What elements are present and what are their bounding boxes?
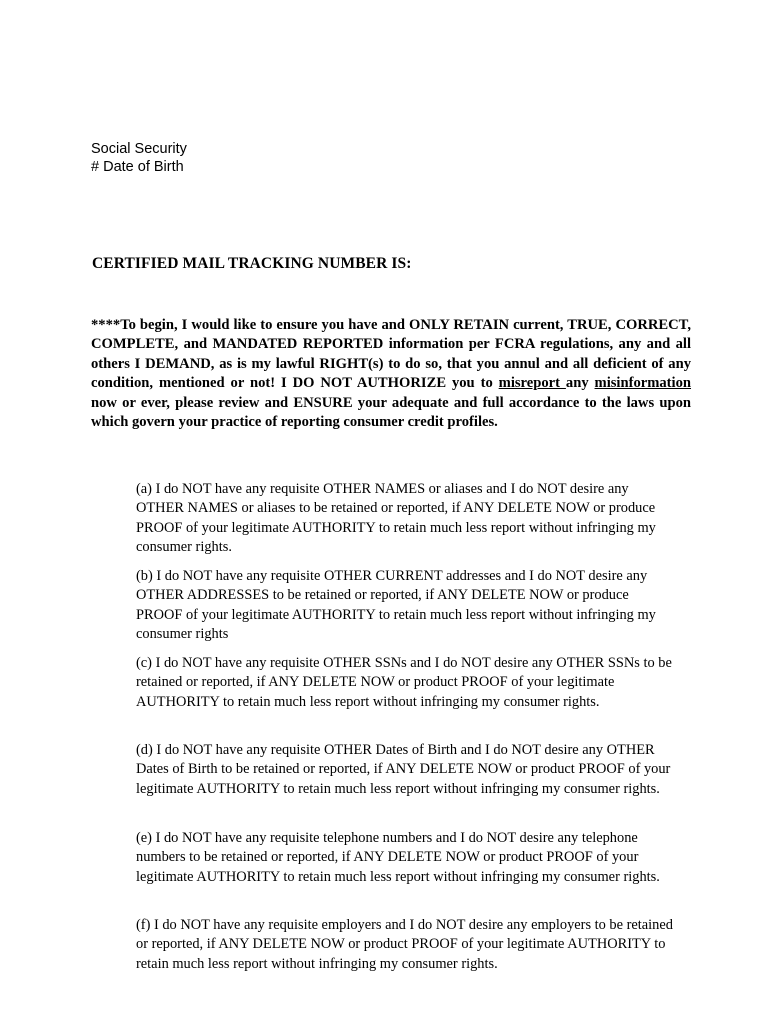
item-b: (b) I do NOT have any requisite OTHER CURRENT addresses and I do NOT desire any OTHER ADDRESSES to be retained or reported, if ANY DELETE NOW or produce PROOF of your legitimate AUTHORITY to retain much less report without infringing my consumer rights <box>136 568 656 643</box>
misinformation-underlined: misinformation <box>594 375 692 392</box>
item-f: (f) I do NOT have any requisite employers and I do NOT desire any employers to be retained or reported, if ANY DELETE NOW or product PROOF of your legitimate AUTHORITY to retain much less report without infringing my consumer rights. <box>136 917 673 972</box>
intro-text-1: ****To begin, I would like to ensure you have and ONLY RETAIN current, TRUE, CORRECT, COMPLETE, and MANDATED REPORTED information per FCRA regulations, any and all others I DEMAND, as is my lawful RIGHT(s) to do so, that you annul and all deficient of any condition, mentioned or not! I DO NOT AUTHORIZE you to <box>91 317 691 392</box>
item-a: (a) I do NOT have any requisite OTHER NAMES or aliases and I do NOT desire any OTHER NAMES or aliases to be retained or reported, if ANY DELETE NOW or produce PROOF of your legitimate AUTHORITY to retain much less report without infringing my consumer rights. <box>136 481 656 556</box>
date-of-birth-label: # Date of Birth <box>91 159 184 175</box>
item-c: (c) I do NOT have any requisite OTHER SSNs and I do NOT desire any OTHER SSNs to be retained or reported, if ANY DELETE NOW or product PROOF of your legitimate AUTHORITY to retain much less report without infringing my consumer rights. <box>136 655 672 710</box>
misreport-underlined: misreport <box>498 375 566 392</box>
intro-paragraph <box>91 316 691 432</box>
item-e: (e) I do NOT have any requisite telephone numbers and I do NOT desire any telephone numbers to be retained or reported, if ANY DELETE NOW or product PROOF of your legitimate AUTHORITY to retain much less report without infringing my consumer rights. <box>136 830 660 885</box>
tracking-number-label: CERTIFIED MAIL TRACKING NUMBER IS: <box>92 255 412 272</box>
header-block <box>91 140 187 176</box>
social-security-label: Social Security <box>91 141 187 157</box>
intro-text-3: now or ever, please review and ENSURE your adequate and full accordance to the laws upon which govern your practice of reporting consumer credit profiles. <box>91 394 691 431</box>
item-d: (d) I do NOT have any requisite OTHER Dates of Birth and I do NOT desire any OTHER Dates of Birth to be retained or reported, if ANY DELETE NOW or product PROOF of your legitimate AUTHORITY to retain much less report without infringing my consumer rights. <box>136 742 671 797</box>
intro-text-2: any <box>565 375 595 392</box>
